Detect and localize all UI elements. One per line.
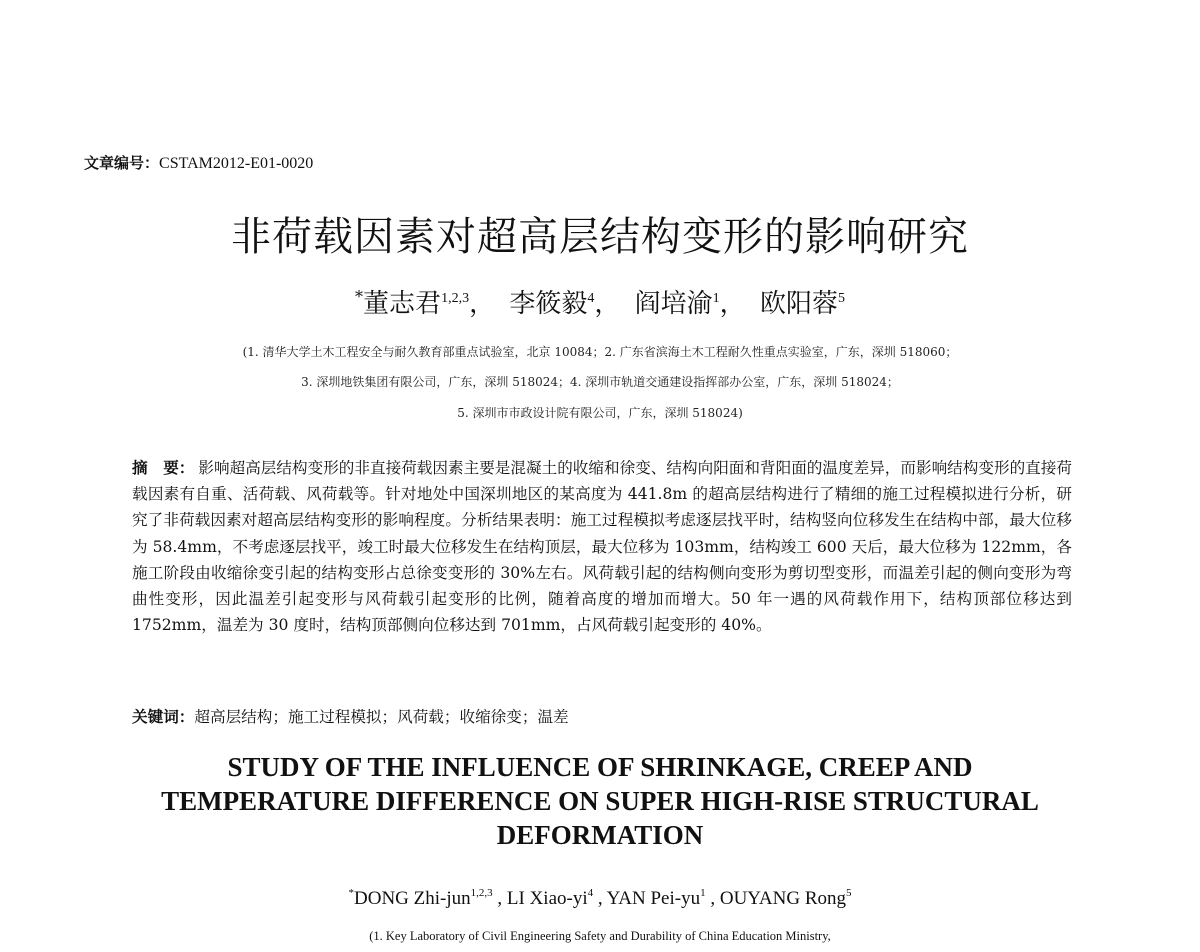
article-number-value: CSTAM2012-E01-0020: [159, 155, 314, 172]
affiliation-cn-line: 3. 深圳地铁集团有限公司，广东，深圳 518024；4. 深圳市轨道交通建设指挥部办公室，广东，深圳 518024；: [301, 375, 899, 389]
keywords-label: 关键词：: [132, 708, 195, 726]
article-number-label: 文章编号：: [84, 154, 160, 172]
chinese-authors: [0, 283, 1200, 320]
english-title-line: STUDY OF THE INFLUENCE OF SHRINKAGE, CREEP AND: [227, 752, 973, 782]
abstract-text: 影响超高层结构变形的非直接荷载因素主要是混凝土的收缩和徐变、结构向阳面和背阳面的温度差异，而影响结构变形的直接荷载因素有自重、活荷载、风荷载等。针对地处中国深圳地区的某高度为 441.8m 的超高层结构进行了精细的施工过程模拟进行分析，研究了非荷载因素对超高层结构变形的影响程度。分析结果表明：施工过程模拟考虑逐层找平时，结构竖向位移发生在结构中部，最大位移为 58.4mm，不考虑逐层找平，竣工时最大位移发生在结构顶层，最大位移为 103mm，结构竣工 600 天后，最大位移为 122mm，各施工阶段由收缩徐变引起的结构变形占总徐变变形的 30%左右。风荷载引起的结构侧向变形为剪切型变形，而温差引起的侧向变形为弯曲性变形，因此温差引起变形与风荷载引起变形的比例，随着高度的增加而增大。50 年一遇的风荷载作用下，结构顶部位移达到 1752mm，温差为 30 度时，结构顶部侧向位移达到 701mm，占风荷载引起变形的 40%。: [132, 459, 1072, 635]
author-cn: 欧阳蓉$^5$: [759, 289, 845, 319]
affiliation-en-line: (1. Key Laboratory of Civil Engineering Safety and Durability of China Education Ministry,: [369, 929, 831, 943]
author-cn: *董志君$^{1,2,3}$，: [355, 287, 496, 319]
affiliation-cn-line: 5. 深圳市市政设计院有限公司，广东，深圳 518024): [457, 406, 743, 420]
abstract: [132, 455, 1072, 638]
author-en: LI Xiao-$yi^4$ ,: [506, 887, 607, 909]
chinese-title: 非荷载因素对超高层结构变形的影响研究: [231, 214, 969, 260]
author-cn: 阎培渝$^1$，: [634, 289, 746, 319]
english-authors: [0, 888, 1200, 910]
article-number: [84, 152, 313, 173]
keywords: [132, 705, 1072, 727]
author-en: *DONG Zhi-jun$^{1,2,3}$ ,: [348, 887, 507, 909]
affiliation-cn-line: (1. 清华大学土木工程安全与耐久教育部重点试验室，北京 10084；2. 广东省滨海土木工程耐久性重点实验室，广东，深圳 518060；: [242, 345, 958, 359]
english-title-line: TEMPERATURE DIFFERENCE ON SUPER HIGH-RISE STRUCTURAL: [161, 786, 1039, 816]
author-en: OUYANG Rong$^5$: [719, 887, 852, 909]
keywords-text: 超高层结构；施工过程模拟；风荷载；收缩徐变；温差: [194, 708, 569, 726]
author-en: YAN Pei-$yu^1$ ,: [606, 887, 720, 909]
english-title-line: DEFORMATION: [496, 820, 704, 850]
english-title: [0, 750, 1200, 852]
abstract-label: 摘 要：: [132, 459, 195, 477]
author-cn: 李筱毅$^4$，: [509, 289, 621, 319]
